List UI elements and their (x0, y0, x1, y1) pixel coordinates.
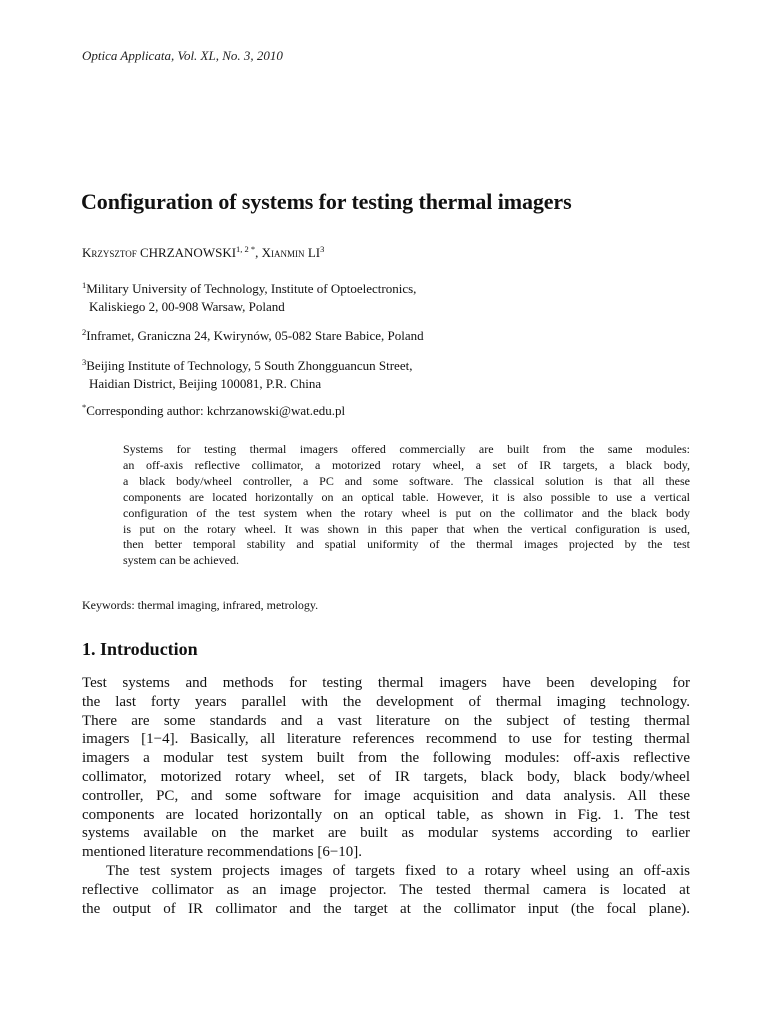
section-heading-introduction: 1. Introduction (82, 639, 198, 659)
abstract-line: configuration of the test system when the rotary wheel is put on the collimator and the black body (123, 505, 690, 520)
corresponding-author (82, 403, 345, 419)
author-1-last-name: CHRZANOWSKI (139, 245, 237, 260)
body-line: collimator, motorized rotary wheel, set of IR targets, black body, black body/wheel (82, 768, 690, 785)
affiliation-1 (82, 280, 416, 316)
body-line: components are located horizontally on an optical table, as shown in Fig. 1. The test (82, 806, 690, 823)
body-line: There are some standards and a vast literature on the subject of testing thermal (82, 712, 690, 729)
author-2-affiliation-mark: 3 (320, 244, 325, 254)
affiliation-3 (82, 357, 412, 393)
body-line: The test system projects images of targets fixed to a rotary wheel using an off-axis (106, 862, 690, 879)
body-line: controller, PC, and some software for image acquisition and data analysis. All these (82, 787, 690, 804)
affiliation-2-line-1: Inframet, Graniczna 24, Kwirynów, 05-082 Stare Babice, Poland (86, 328, 424, 343)
abstract-line: Systems for testing thermal imagers offered commercially are built from the same modules: (123, 442, 690, 456)
corresponding-author-text: Corresponding author: kchrzanowski@wat.edu.pl (86, 403, 346, 418)
affiliation-3-line-2: Haidian District, Beijing 100081, P.R. China (89, 376, 322, 391)
abstract-line: then better temporal stability and spatial uniformity of the thermal images projected by the test (123, 537, 690, 552)
author-line (82, 245, 324, 261)
abstract-line: is put on the rotary wheel. It was shown in this paper that when the vertical configuration is used, (123, 521, 690, 536)
author-1-first-name: Krzysztof (82, 245, 137, 260)
affiliation-1-line-2: Kaliskiego 2, 00-908 Warsaw, Poland (89, 299, 285, 314)
corresponding-mark: * (82, 402, 87, 412)
abstract-line: system can be achieved. (123, 553, 239, 568)
author-1-affiliation-mark: 1, 2 * (236, 244, 256, 254)
affiliation-2 (82, 327, 424, 345)
abstract-line: an off-axis reflective collimator, a motorized rotary wheel, a set of IR targets, a black body, (123, 457, 690, 472)
body-line: imagers [1−4]. Basically, all literature references recommend to use for testing thermal (82, 731, 690, 748)
body-line: systems available on the market are built as modular systems according to earlier (82, 825, 690, 842)
body-line: imagers a modular test system built from the following modules: off-axis reflective (82, 750, 690, 767)
introduction-body (82, 674, 690, 918)
author-2-last-name: LI (307, 245, 321, 260)
abstract (123, 442, 690, 569)
abstract-line: a black body/wheel controller, a PC and some software. The classical solution is that all these (123, 473, 690, 488)
body-line: the last forty years parallel with the development of thermal imaging technology. (82, 693, 690, 710)
body-line: reflective collimator as an image projector. The tested thermal camera is located at (82, 881, 690, 898)
journal-header: Optica Applicata, Vol. XL, No. 3, 2010 (82, 48, 283, 63)
body-line: mentioned literature recommendations [6−10]. (82, 844, 363, 861)
paper-title: Configuration of systems for testing thermal imagers (81, 189, 572, 214)
abstract-line: components are located horizontally on an optical table. However, it is also possible to use a vertical (123, 489, 690, 504)
affiliation-1-line-1: Military University of Technology, Institute of Optoelectronics, (86, 281, 417, 296)
body-line: the output of IR collimator and the target at the collimator input (the focal plane). (82, 900, 690, 917)
keywords: Keywords: thermal imaging, infrared, metrology. (82, 598, 319, 612)
affiliation-3-line-1: Beijing Institute of Technology, 5 South Zhongguancun Street, (86, 358, 413, 373)
body-line: Test systems and methods for testing thermal imagers have been developing for (82, 675, 690, 691)
affiliation-1-mark: 1 (82, 280, 87, 290)
affiliation-2-mark: 2 (82, 327, 87, 337)
author-separator: , (255, 245, 259, 260)
affiliation-3-mark: 3 (82, 357, 87, 367)
author-2-first-name: Xianmin (261, 245, 305, 260)
